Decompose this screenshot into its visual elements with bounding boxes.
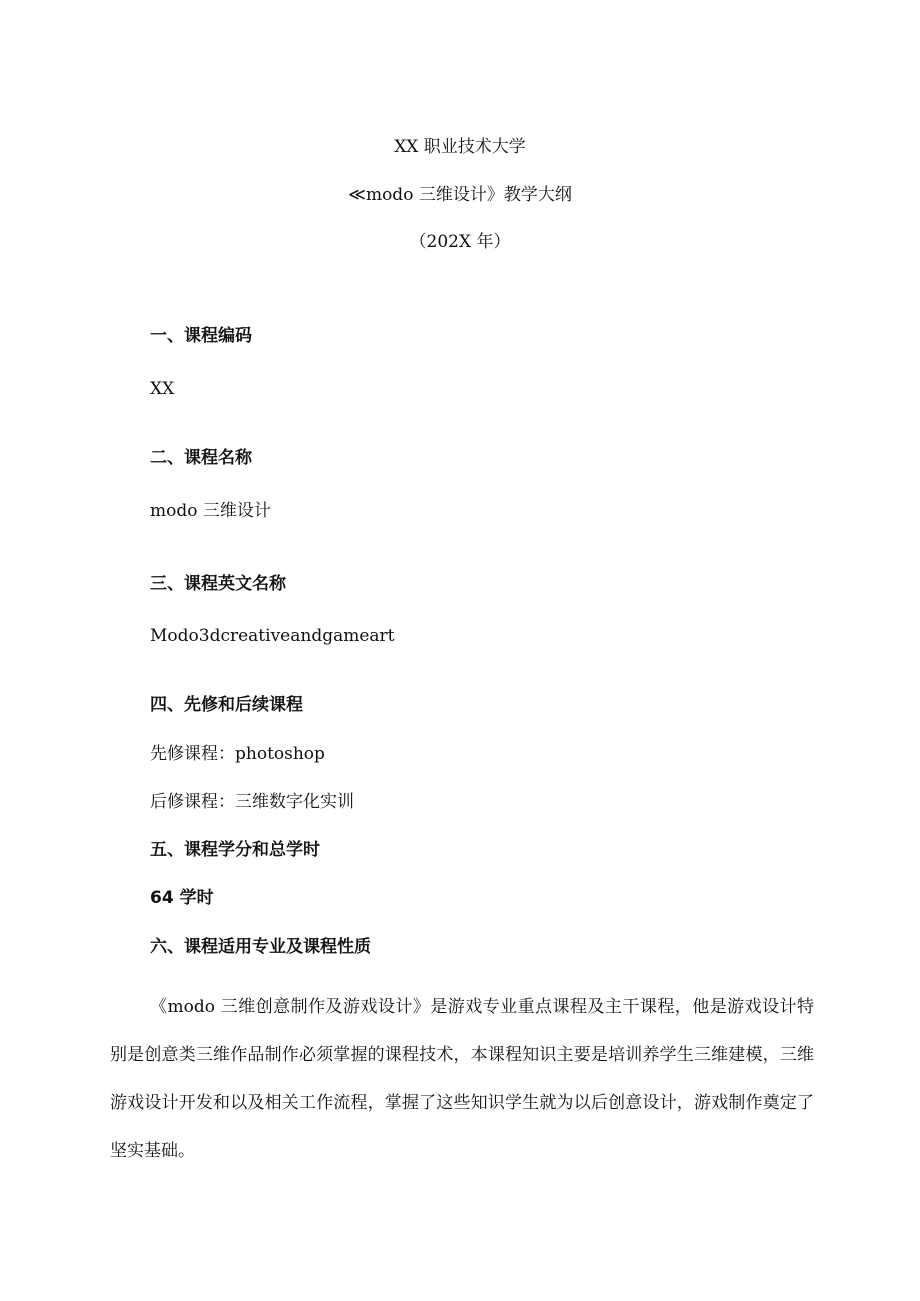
- course-english-name: Modo3dcreativeandgameart: [150, 626, 395, 646]
- section-nature-heading: 六、课程适用专业及课程性质: [150, 937, 371, 957]
- section-english-name-heading: 三、课程英文名称: [150, 574, 286, 594]
- following-course: 后修课程：三维数字化实训: [150, 792, 354, 812]
- section-credits-heading: 五、课程学分和总学时: [150, 840, 320, 860]
- university-name: XX 职业技术大学: [394, 137, 526, 157]
- course-nature-paragraph: 《modo 三维创意制作及游戏设计》是游戏专业重点课程及主干课程，他是游戏设计特别是创意类三维作品制作必须掌握的课程技术，本课程知识主要是培训养学生三维建模，三维游戏设计开发和以及相关工作流程，掌握了这些知识学生就为以后创意设计，游戏制作奠定了坚实基础。: [110, 997, 814, 1161]
- section-code-heading: 一、课程编码: [150, 326, 252, 346]
- course-code: XX: [150, 379, 175, 399]
- syllabus-year: （202X 年）: [409, 232, 511, 252]
- prior-course: 先修课程：photoshop: [150, 744, 325, 764]
- section-name-heading: 二、课程名称: [150, 448, 252, 468]
- course-name: modo 三维设计: [150, 501, 271, 521]
- section-prerequisites-heading: 四、先修和后续课程: [150, 695, 303, 715]
- syllabus-title: ≪modo 三维设计》教学大纲: [348, 185, 572, 205]
- course-hours: 64 学时: [150, 888, 214, 908]
